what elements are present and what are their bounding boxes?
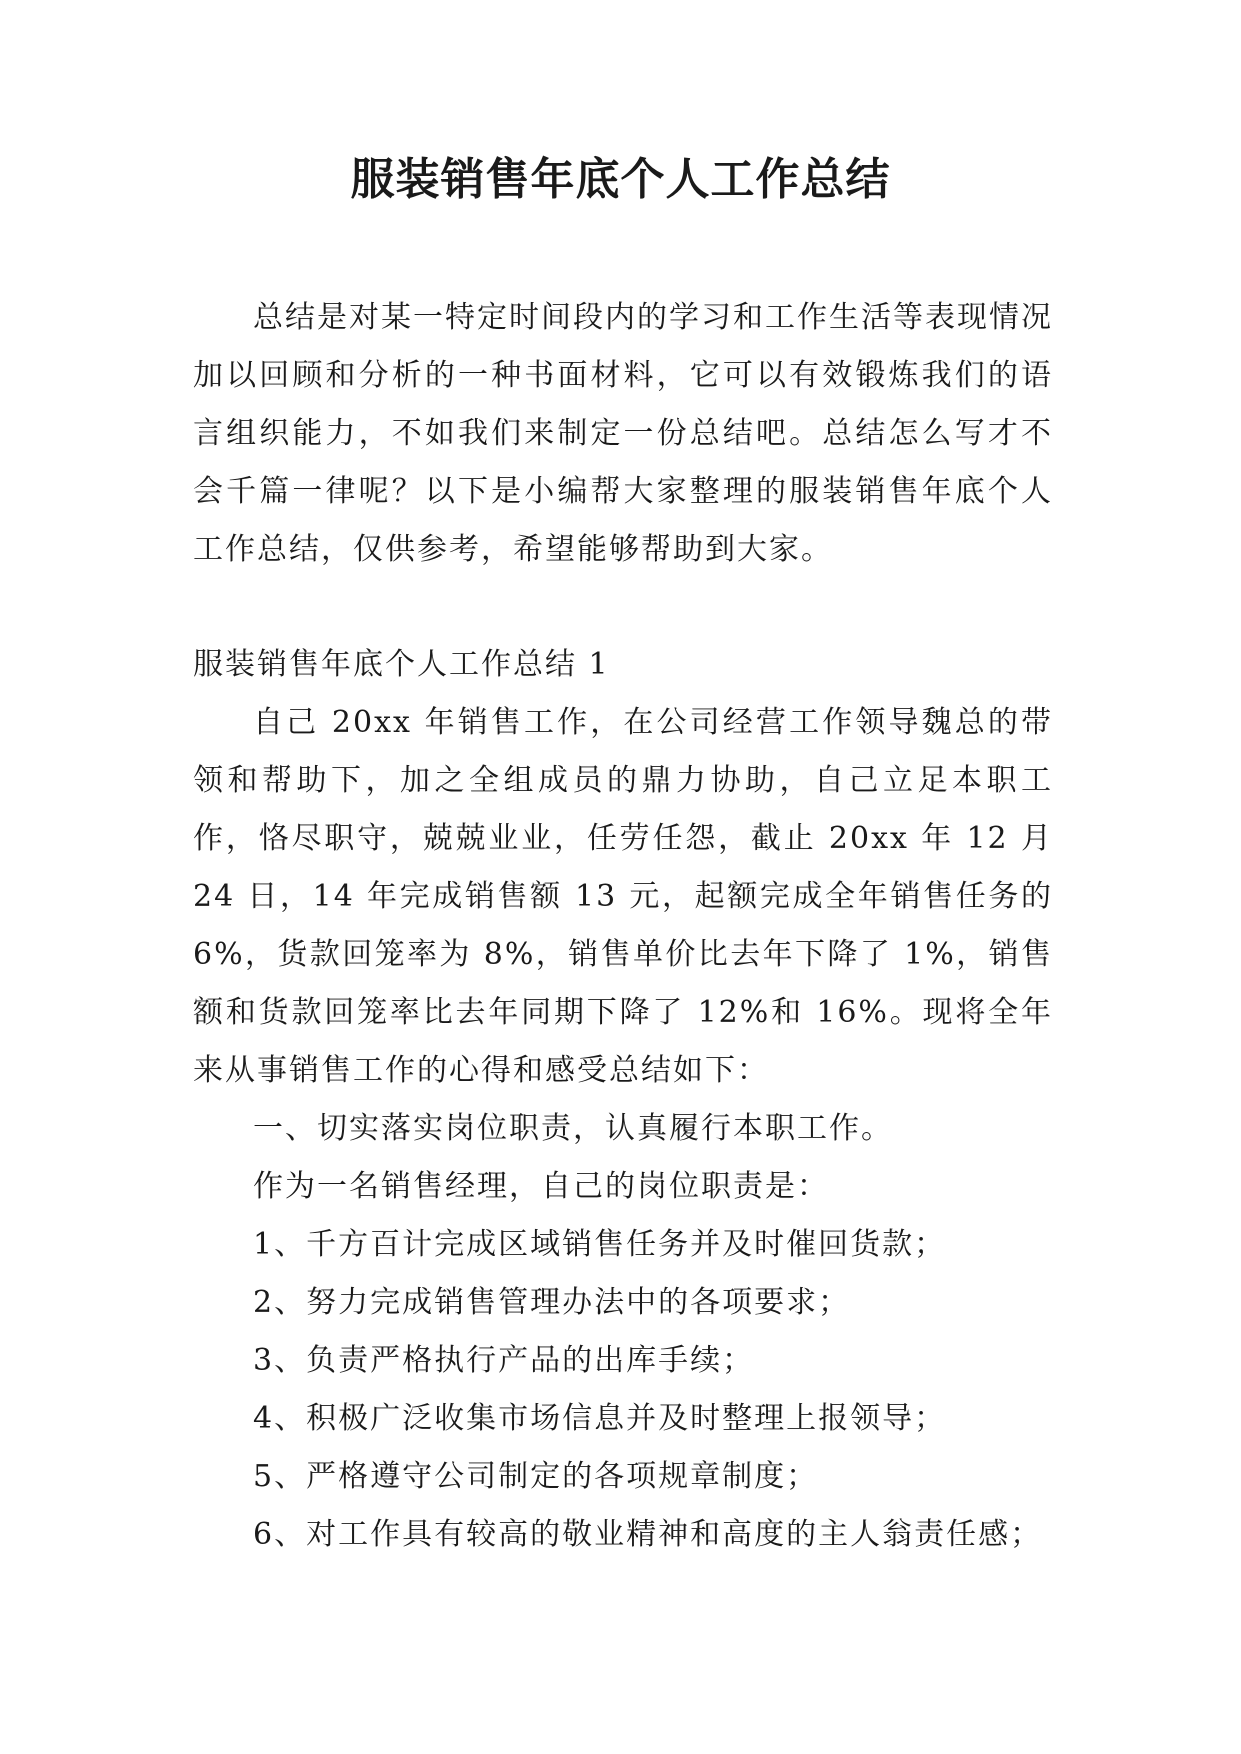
list-item: 一、切实落实岗位职责，认真履行本职工作。	[253, 1111, 893, 1146]
intro-paragraph: 总结是对某一特定时间段内的学习和工作生活等表现情况加以回顾和分析的一种书面材料，它可以有效锻炼我们的语言组织能力，不如我们来制定一份总结吧。总结怎么写才不会千篇一律呢？以下是小编帮大家整理的服装销售年底个人工作总结，仅供参考，希望能够帮助到大家。	[193, 300, 1053, 567]
list-item: 作为一名销售经理，自己的岗位职责是：	[253, 1169, 829, 1204]
list-item: 1、千方百计完成区域销售任务并及时催回货款；	[253, 1227, 947, 1262]
section-paragraph: 自己 20xx 年销售工作，在公司经营工作领导魏总的带领和帮助下，加之全组成员的鼎力协助，自己立足本职工作，恪尽职守，兢兢业业，任劳任怨，截止 20xx 年 12 月 24 日，14 年完成销售额 13 元，起额完成全年销售任务的 6%，货款回笼率为 8%，销售单价比去年下降了 1%，销售额和货款回笼率比去年同期下降了 12%和 16%。现将全年来从事销售工作的心得和感受总结如下：	[193, 705, 1053, 1088]
list-item: 6、对工作具有较高的敬业精神和高度的主人翁责任感；	[253, 1517, 1043, 1552]
list-item: 5、严格遵守公司制定的各项规章制度；	[253, 1459, 819, 1494]
document-title: 服装销售年底个人工作总结	[350, 154, 891, 205]
list-item: 4、积极广泛收集市场信息并及时整理上报领导；	[253, 1401, 947, 1436]
duty-list	[193, 1100, 1053, 1564]
list-item: 2、努力完成销售管理办法中的各项要求；	[253, 1285, 851, 1320]
section-heading: 服装销售年底个人工作总结 1	[193, 647, 610, 682]
section-body	[193, 694, 1053, 1564]
intro-section	[193, 289, 1053, 579]
list-item: 3、负责严格执行产品的出库手续；	[253, 1343, 755, 1378]
